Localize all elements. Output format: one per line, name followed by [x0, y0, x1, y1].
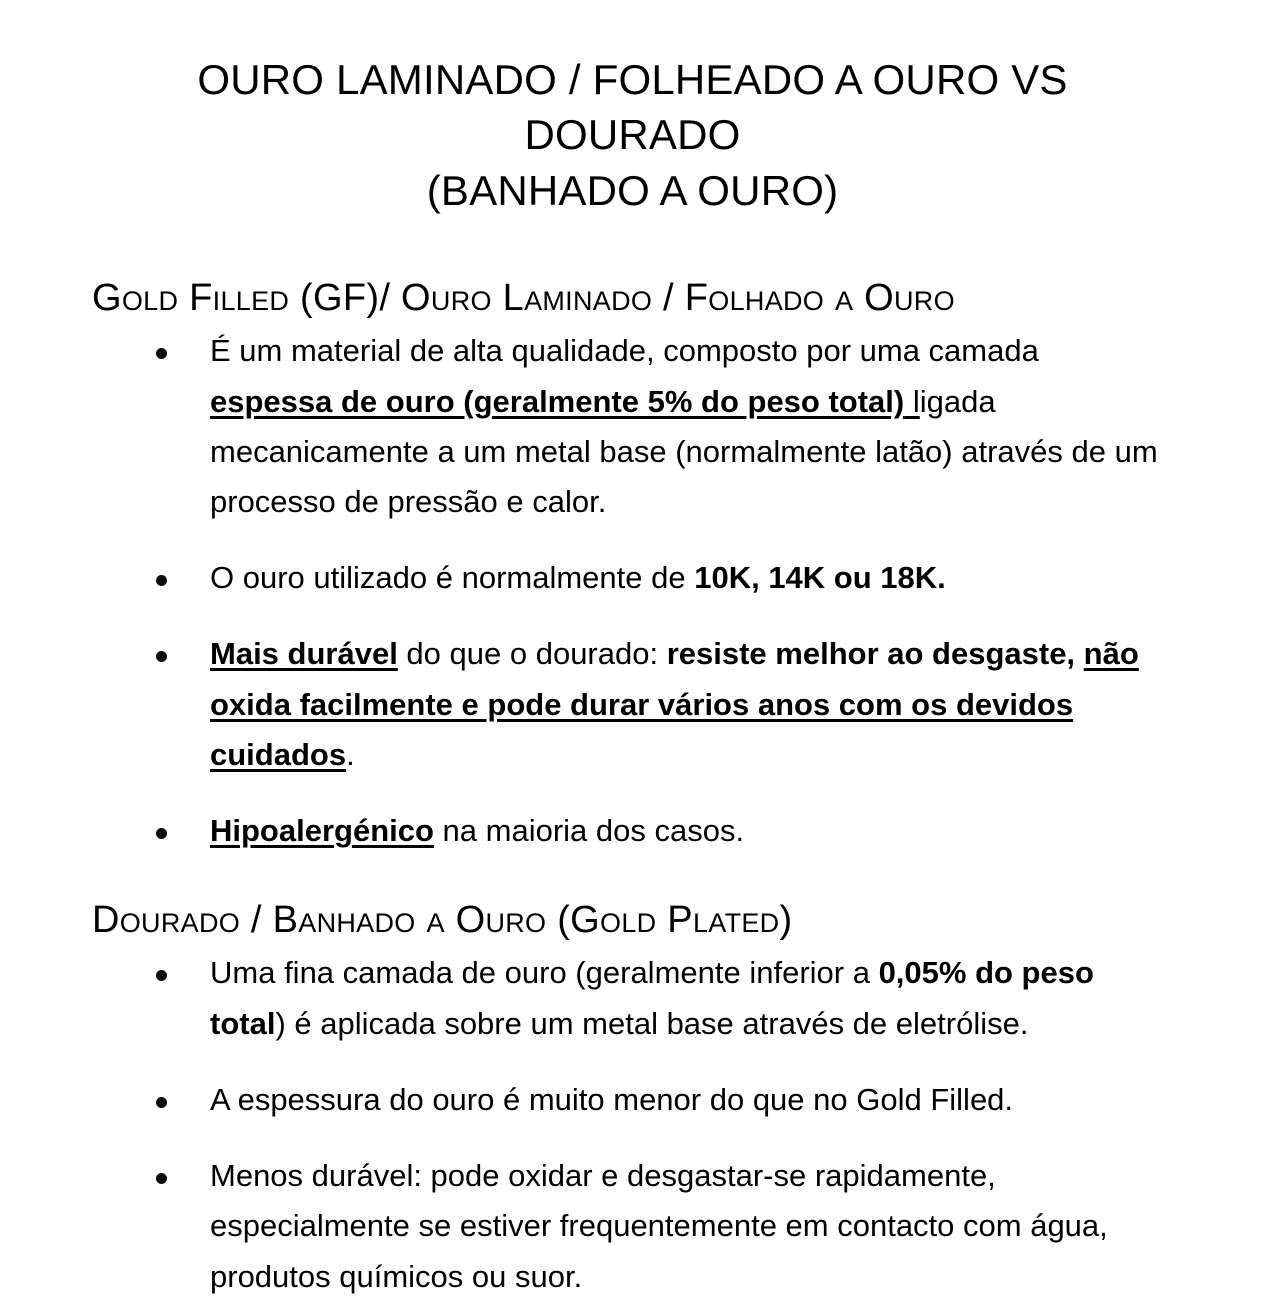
bullet-text — [210, 1158, 1108, 1293]
run-bold-underline: Mais durável — [210, 636, 398, 672]
run-bold-underline: Hipoalergénico — [210, 813, 434, 849]
list-item — [92, 629, 1177, 780]
run-normal: na maioria dos casos. — [433, 813, 745, 849]
run-bold: 10K, 14K ou 18K. — [694, 560, 946, 596]
list-item — [92, 326, 1177, 527]
list-item — [92, 948, 1177, 1048]
page-title-line-1: OURO LAMINADO / FOLHEADO A OURO VS DOURADO — [197, 56, 1068, 159]
run-normal: igada mecanicamente a um metal base (normalmente latão) através de um processo de pressão e calor. — [210, 383, 1158, 520]
bullet-list-gold-plated — [92, 948, 1177, 1301]
run-bold: resiste melhor ao desgaste, — [666, 636, 1084, 672]
page-title-line-2: (BANHADO A OURO) — [426, 166, 839, 214]
run-normal: É um material de alta qualidade, composto por uma camada — [210, 333, 1039, 369]
run-normal: A espessura do ouro é muito menor do que no Gold Filled. — [210, 1081, 1014, 1117]
bullet-text — [210, 955, 1094, 1040]
run-normal: . — [346, 736, 355, 772]
bullet-text — [210, 636, 1139, 771]
bullet-text — [210, 813, 744, 848]
list-item — [92, 806, 1177, 856]
list-item — [92, 1075, 1177, 1125]
bullet-text — [210, 1082, 1013, 1117]
run-bold-underline: espessa de ouro (geralmente 5% do peso total) — [210, 383, 905, 419]
document-body — [0, 276, 1265, 1301]
run-normal: O ouro utilizado é normalmente de — [210, 560, 695, 596]
section-heading-gold-plated: Dourado / Banhado a Ouro (Gold Plated) — [92, 899, 793, 942]
list-item — [92, 1151, 1177, 1302]
bullet-text — [210, 333, 1158, 519]
run-normal: ) é aplicada sobre um metal base através de eletrólise. — [275, 1005, 1029, 1041]
run-underline: l — [904, 383, 920, 419]
run-bold-underline: não oxida facilmente e pode durar vários anos com os devidos cuidados — [210, 636, 1139, 772]
section-heading-gold-filled: Gold Filled (GF)/ Ouro Laminado / Folhado a Ouro — [92, 277, 955, 320]
bullet-list-gold-filled — [92, 326, 1177, 856]
run-normal: Menos durável: pode oxidar e desgastar-se rapidamente, especialmente se estiver frequentemente em contacto com água, produtos químicos ou suor. — [210, 1158, 1108, 1294]
run-normal: Uma fina camada de ouro (geralmente inferior a — [210, 955, 879, 991]
run-bold: 0,05% do peso total — [210, 955, 1094, 1041]
bullet-text — [210, 560, 946, 595]
page-title — [0, 0, 1265, 218]
run-normal: do que o dourado: — [397, 636, 667, 672]
list-item — [92, 553, 1177, 603]
